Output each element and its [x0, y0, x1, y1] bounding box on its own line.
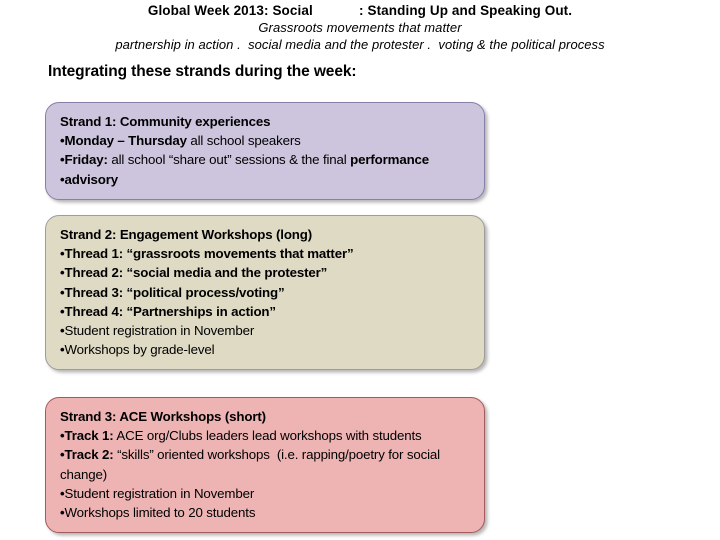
bullet-dot-icon: • [60, 246, 65, 262]
bullet-dot-icon: • [60, 171, 65, 187]
bullet-dot-icon: • [60, 303, 65, 319]
slide-title-main: Global Week 2013: Social : Standing Up and Speaking Out. [147, 3, 573, 18]
strand-bullet-item [60, 321, 470, 340]
bullet-dot-icon: • [60, 342, 65, 358]
strand-bullet-item [60, 445, 470, 483]
bullet-text: all school speakers [186, 133, 301, 149]
strand-bullet-item [60, 283, 470, 302]
bullet-text: all school “share out” sessions & the final [107, 152, 351, 168]
bullet-label: Thread 4: “Partnerships in action” [64, 303, 276, 319]
bullet-text: ACE org/Clubs leaders lead workshops with students [113, 428, 422, 444]
strand-box-1 [45, 102, 485, 200]
strand-heading: Strand 3: ACE Workshops (short) [60, 409, 266, 424]
slide-subtitle: Grassroots movements that matter [258, 20, 462, 35]
bullet-dot-icon: • [60, 152, 65, 168]
bullet-label: advisory [64, 171, 119, 187]
bullet-emphasis: performance [350, 152, 430, 168]
strand-bullet-item [60, 263, 470, 282]
strand-bullet-item [60, 484, 470, 503]
bullet-dot-icon: • [60, 447, 65, 463]
bullet-dot-icon: • [60, 323, 65, 339]
bullet-dot-icon: • [60, 284, 65, 300]
bullet-text: Student registration in November [64, 485, 255, 501]
bullet-label: Monday – Thursday [64, 133, 187, 149]
bullet-dot-icon: • [60, 428, 65, 444]
bullet-label: Thread 1: “grassroots movements that matter” [64, 246, 354, 262]
slide-strand-themes: partnership in action . social media and the protester . voting & the political process [115, 37, 605, 52]
bullet-text: Workshops limited to 20 students [64, 505, 256, 521]
strand-bullet-item [60, 503, 470, 522]
bullet-dot-icon: • [60, 133, 65, 149]
bullet-label: Friday: [64, 152, 108, 168]
strand-bullet-item [60, 426, 470, 445]
bullet-label: Thread 3: “political process/voting” [64, 284, 285, 300]
bullet-dot-icon: • [60, 265, 65, 281]
strand-bullet-item [60, 302, 470, 321]
strand-heading: Strand 1: Community experiences [60, 114, 271, 129]
bullet-dot-icon: • [60, 485, 65, 501]
strand-bullet-item [60, 170, 470, 189]
strand-box-3 [45, 397, 485, 533]
strand-heading: Strand 2: Engagement Workshops (long) [60, 227, 313, 242]
section-heading: Integrating these strands during the week: [48, 63, 357, 80]
strand-bullet-item [60, 150, 470, 169]
bullet-label: Track 2: [64, 447, 114, 463]
bullet-label: Thread 2: “social media and the protester” [64, 265, 328, 281]
bullet-text: Student registration in November [64, 323, 255, 339]
strand-box-2 [45, 215, 485, 370]
strand-bullet-item [60, 340, 470, 359]
strand-bullet-item [60, 244, 470, 263]
bullet-text: “skills” oriented workshops (i.e. rapping/poetry for social change) [60, 447, 444, 482]
strand-bullet-item [60, 131, 470, 150]
bullet-label: Track 1: [64, 428, 114, 444]
bullet-dot-icon: • [60, 505, 65, 521]
bullet-text: Workshops by grade-level [64, 342, 215, 358]
slide-title-block [0, 2, 720, 53]
